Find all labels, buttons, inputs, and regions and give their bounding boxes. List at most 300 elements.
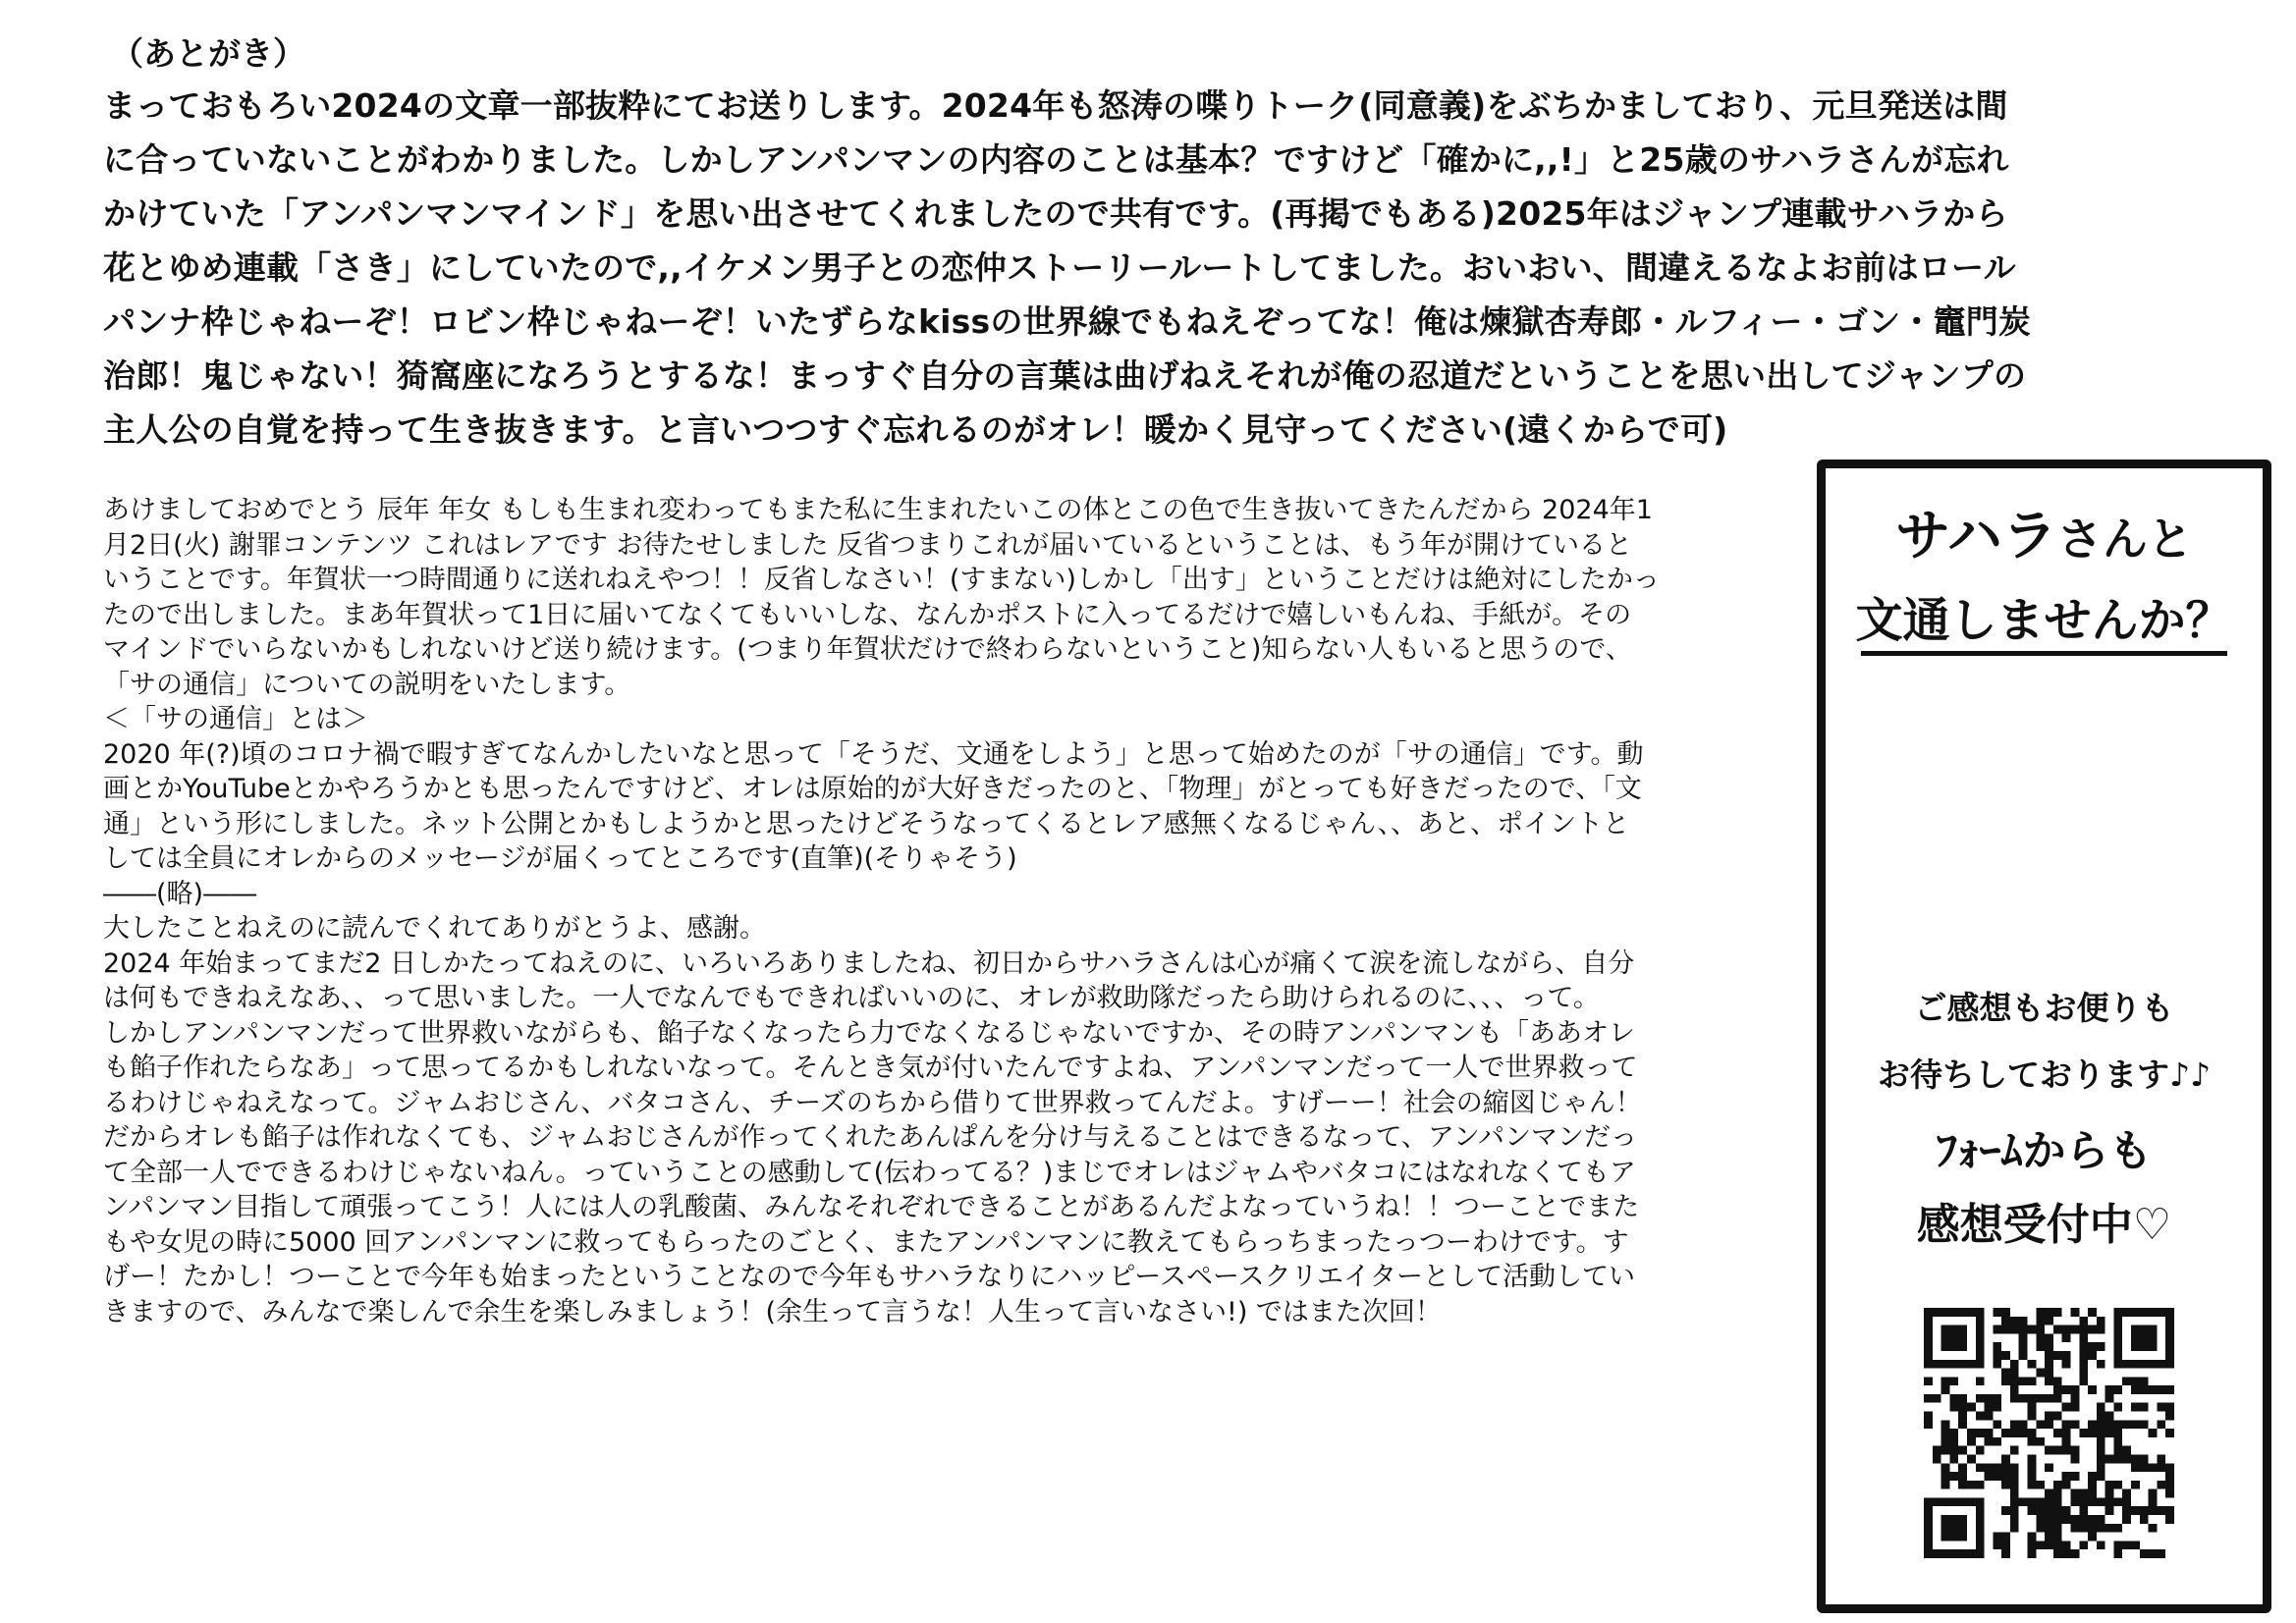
qr-module bbox=[1924, 1333, 1933, 1342]
qr-module bbox=[1949, 1454, 1958, 1463]
qr-module bbox=[2028, 1506, 2037, 1515]
qr-module bbox=[2010, 1317, 2019, 1325]
qr-module bbox=[2113, 1403, 2122, 1412]
qr-module bbox=[2165, 1342, 2174, 1351]
qr-module bbox=[2001, 1429, 2010, 1437]
qr-module bbox=[2105, 1524, 2114, 1533]
qr-module bbox=[2010, 1515, 2019, 1524]
qr-module bbox=[2036, 1481, 2045, 1489]
qr-module bbox=[2149, 1524, 2158, 1533]
qr-module bbox=[2122, 1515, 2131, 1524]
qr-module bbox=[2010, 1463, 2019, 1472]
qr-module bbox=[2131, 1481, 2140, 1489]
body-line: しかしアンパンマンだって世界救いながらも、餡子なくなったら力でなくなるじゃないですか、その時アンパンマンも「ああオレ bbox=[103, 1017, 1636, 1049]
body-line: 月2日(火) 謝罪コンテンツ これはレアです お待たせしました 反省つまりこれが届いているということは、もう年が開けていると bbox=[103, 529, 1633, 561]
qr-module bbox=[2140, 1360, 2149, 1369]
qr-module bbox=[1933, 1497, 1941, 1506]
section-heading: ＜「サの通信」とは＞ bbox=[103, 704, 368, 734]
qr-module bbox=[1985, 1463, 1994, 1472]
qr-module bbox=[2088, 1308, 2097, 1317]
qr-module bbox=[1976, 1446, 1985, 1455]
qr-module bbox=[2062, 1351, 2071, 1360]
qr-module bbox=[2165, 1351, 2174, 1360]
qr-module bbox=[1993, 1394, 2001, 1403]
qr-module bbox=[1976, 1317, 1985, 1325]
qr-module bbox=[2079, 1541, 2088, 1549]
qr-module bbox=[2088, 1533, 2097, 1542]
qr-module bbox=[2140, 1342, 2149, 1351]
qr-module bbox=[2079, 1489, 2088, 1498]
qr-module bbox=[2079, 1524, 2088, 1533]
title-underline bbox=[1861, 651, 2227, 656]
qr-module bbox=[2157, 1420, 2165, 1429]
qr-module bbox=[2019, 1317, 2028, 1325]
qr-module bbox=[2019, 1497, 2028, 1506]
qr-module bbox=[1949, 1342, 1958, 1351]
qr-module bbox=[2140, 1454, 2149, 1463]
qr-module bbox=[1924, 1506, 1933, 1515]
qr-module bbox=[1941, 1446, 1950, 1455]
qr-module bbox=[2010, 1489, 2019, 1498]
qr-module bbox=[1941, 1420, 1950, 1429]
qr-module bbox=[2028, 1541, 2037, 1549]
qr-module bbox=[2113, 1308, 2122, 1317]
qr-module bbox=[2105, 1420, 2114, 1429]
qr-module bbox=[2131, 1342, 2140, 1351]
qr-module bbox=[1958, 1325, 1967, 1334]
qr-module bbox=[2079, 1429, 2088, 1437]
qr-module bbox=[2157, 1385, 2165, 1394]
qr-module bbox=[2028, 1360, 2037, 1369]
qr-module bbox=[2045, 1351, 2053, 1360]
qr-module bbox=[1976, 1506, 1985, 1515]
qr-module bbox=[1949, 1533, 1958, 1542]
qr-module bbox=[1924, 1377, 1933, 1385]
qr-module bbox=[1993, 1308, 2001, 1317]
qr-module bbox=[1949, 1325, 1958, 1334]
qr-module bbox=[2079, 1325, 2088, 1334]
qr-module bbox=[2149, 1463, 2158, 1472]
qr-module bbox=[1958, 1549, 1967, 1558]
qr-module bbox=[2113, 1446, 2122, 1455]
qr-module bbox=[2113, 1497, 2122, 1506]
qr-module bbox=[2122, 1541, 2131, 1549]
qr-module bbox=[2028, 1403, 2037, 1412]
qr-module bbox=[2165, 1333, 2174, 1342]
qr-module bbox=[2045, 1533, 2053, 1542]
qr-module bbox=[2113, 1385, 2122, 1394]
qr-module bbox=[2097, 1317, 2105, 1325]
qr-module bbox=[2010, 1481, 2019, 1489]
qr-module bbox=[2010, 1446, 2019, 1455]
qr-module bbox=[2131, 1308, 2140, 1317]
qr-module bbox=[1941, 1360, 1950, 1369]
qr-module bbox=[2088, 1385, 2097, 1394]
afterword-line: まっておもろい2024の文章一部抜粋にてお送りします。2024年も怒涛の喋りトーク(同意義)をぶちかましており、元旦発送は間 bbox=[103, 86, 2008, 125]
qr-module bbox=[2062, 1385, 2071, 1394]
qr-module bbox=[2062, 1541, 2071, 1549]
qr-module bbox=[1993, 1541, 2001, 1549]
qr-module bbox=[2113, 1541, 2122, 1549]
qr-module bbox=[2122, 1446, 2131, 1455]
qr-module bbox=[1967, 1360, 1976, 1369]
invite-title-line1 bbox=[1826, 488, 2263, 588]
qr-module bbox=[1933, 1549, 1941, 1558]
qr-module bbox=[2165, 1317, 2174, 1325]
qr-module bbox=[2045, 1333, 2053, 1342]
qr-module bbox=[2113, 1429, 2122, 1437]
qr-module bbox=[1933, 1360, 1941, 1369]
qr-module bbox=[2140, 1506, 2149, 1515]
qr-module bbox=[2097, 1497, 2105, 1506]
qr-module bbox=[1933, 1454, 1941, 1463]
qr-module bbox=[2028, 1394, 2037, 1403]
qr-module bbox=[1976, 1549, 1985, 1558]
qr-module bbox=[2053, 1308, 2062, 1317]
qr-module bbox=[2140, 1377, 2149, 1385]
qr-module bbox=[2113, 1549, 2122, 1558]
qr-module bbox=[2140, 1333, 2149, 1342]
qr-module bbox=[2053, 1377, 2062, 1385]
body-line: 2024 年始まってまだ2 日しかたってねえのに、いろいろありましたね、初日からサハラさんは心が痛くて涙を流しながら、自分 bbox=[103, 947, 1635, 979]
qr-module bbox=[2036, 1497, 2045, 1506]
qr-module bbox=[2105, 1506, 2114, 1515]
qr-module bbox=[1993, 1360, 2001, 1369]
qr-module bbox=[1958, 1463, 1967, 1472]
qr-module bbox=[2140, 1515, 2149, 1524]
qr-module bbox=[2062, 1472, 2071, 1481]
qr-module bbox=[2045, 1463, 2053, 1472]
qr-module bbox=[1941, 1308, 1950, 1317]
qr-module bbox=[1941, 1325, 1950, 1334]
qr-module bbox=[2157, 1506, 2165, 1515]
qr-module bbox=[2001, 1463, 2010, 1472]
qr-module bbox=[2070, 1515, 2079, 1524]
qr-module bbox=[2105, 1481, 2114, 1489]
qr-module bbox=[2113, 1360, 2122, 1369]
qr-module bbox=[2088, 1325, 2097, 1334]
qr-module bbox=[2045, 1360, 2053, 1369]
qr-module bbox=[2149, 1325, 2158, 1334]
qr-module bbox=[2019, 1394, 2028, 1403]
qr-module bbox=[2122, 1489, 2131, 1498]
qr-module bbox=[1958, 1333, 1967, 1342]
qr-module bbox=[2053, 1515, 2062, 1524]
qr-module bbox=[2165, 1325, 2174, 1334]
qr-module bbox=[2062, 1403, 2071, 1412]
qr-module bbox=[2149, 1549, 2158, 1558]
qr-module bbox=[2036, 1317, 2045, 1325]
qr-module bbox=[1967, 1549, 1976, 1558]
afterword-line: 治郎！鬼じゃない！猗窩座になろうとするな！まっすぐ自分の言葉は曲げねえそれが俺の忍道だということを思い出してジャンプの bbox=[103, 356, 2027, 395]
qr-module bbox=[2053, 1325, 2062, 1334]
qr-module bbox=[1958, 1342, 1967, 1351]
qr-module bbox=[2001, 1454, 2010, 1463]
qr-module bbox=[2165, 1385, 2174, 1394]
qr-module bbox=[2140, 1403, 2149, 1412]
qr-module bbox=[2053, 1533, 2062, 1542]
qr-module bbox=[2053, 1506, 2062, 1515]
qr-module bbox=[2062, 1333, 2071, 1342]
qr-module bbox=[2053, 1481, 2062, 1489]
qr-module bbox=[1993, 1463, 2001, 1472]
body-line: 「サの通信」についての説明をいたします。 bbox=[103, 669, 631, 700]
qr-module bbox=[2010, 1420, 2019, 1429]
qr-module bbox=[1993, 1420, 2001, 1429]
qr-module bbox=[2036, 1369, 2045, 1378]
qr-module bbox=[1949, 1333, 1958, 1342]
qr-code-icon[interactable] bbox=[1924, 1308, 2174, 1558]
qr-module bbox=[1985, 1472, 1994, 1481]
qr-module bbox=[2097, 1524, 2105, 1533]
qr-module bbox=[2165, 1308, 2174, 1317]
qr-module bbox=[1976, 1360, 1985, 1369]
qr-module bbox=[2113, 1437, 2122, 1446]
qr-module bbox=[1976, 1333, 1985, 1342]
qr-module bbox=[1958, 1446, 1967, 1455]
qr-module bbox=[2165, 1506, 2174, 1515]
qr-module bbox=[2028, 1377, 2037, 1385]
qr-module bbox=[1967, 1481, 1976, 1489]
qr-module bbox=[1958, 1412, 1967, 1421]
qr-module bbox=[1933, 1394, 1941, 1403]
qr-module bbox=[1949, 1497, 1958, 1506]
qr-module bbox=[1976, 1541, 1985, 1549]
qr-module bbox=[1958, 1394, 1967, 1403]
body-line: いうことです。年賀状一つ時間通りに送れねえやつ！！反省しなさい！(すまない)しかし「出す」ということだけは絶対にしたかっ bbox=[103, 565, 1660, 595]
qr-module bbox=[2070, 1385, 2079, 1394]
qr-module bbox=[2097, 1437, 2105, 1446]
qr-module bbox=[2131, 1420, 2140, 1429]
afterword-line: に合っていないことがわかりました。しかしアンパンマンの内容のことは基本？ですけど「確かに,,!」と25歳のサハラさんが忘れ bbox=[103, 140, 2009, 179]
qr-module bbox=[2001, 1533, 2010, 1542]
qr-module bbox=[2097, 1342, 2105, 1351]
qr-module bbox=[2062, 1549, 2071, 1558]
qr-module bbox=[2028, 1549, 2037, 1558]
afterword-section bbox=[103, 29, 2214, 457]
qr-module bbox=[2019, 1377, 2028, 1385]
qr-module bbox=[2053, 1489, 2062, 1498]
qr-module bbox=[1924, 1524, 1933, 1533]
qr-module bbox=[2140, 1325, 2149, 1334]
qr-module bbox=[2001, 1541, 2010, 1549]
qr-module bbox=[1967, 1403, 1976, 1412]
qr-module bbox=[1941, 1342, 1950, 1351]
qr-module bbox=[2028, 1454, 2037, 1463]
qr-module bbox=[2001, 1549, 2010, 1558]
qr-module bbox=[2010, 1325, 2019, 1334]
qr-module bbox=[1993, 1342, 2001, 1351]
qr-module bbox=[2157, 1403, 2165, 1412]
qr-module bbox=[1949, 1429, 1958, 1437]
qr-module bbox=[2131, 1325, 2140, 1334]
qr-module bbox=[1924, 1360, 1933, 1369]
qr-module bbox=[2070, 1472, 2079, 1481]
qr-module bbox=[2045, 1420, 2053, 1429]
qr-module bbox=[1924, 1412, 1933, 1421]
qr-module bbox=[2113, 1325, 2122, 1334]
qr-module bbox=[2097, 1446, 2105, 1455]
afterword-line: 主人公の自覚を持って生き抜きます。と言いつつすぐ忘れるのがオレ！暖かく見守ってください(遠くからで可) bbox=[103, 410, 1728, 449]
qr-module bbox=[2097, 1325, 2105, 1334]
qr-module bbox=[2079, 1497, 2088, 1506]
qr-module bbox=[2113, 1342, 2122, 1351]
qr-module bbox=[1941, 1472, 1950, 1481]
qr-module bbox=[2019, 1351, 2028, 1360]
qr-module bbox=[2001, 1308, 2010, 1317]
qr-module bbox=[2149, 1342, 2158, 1351]
qr-module bbox=[1976, 1429, 1985, 1437]
qr-module bbox=[2010, 1360, 2019, 1369]
qr-module bbox=[2053, 1385, 2062, 1394]
qr-module bbox=[2140, 1385, 2149, 1394]
qr-module bbox=[2010, 1506, 2019, 1515]
qr-module bbox=[1993, 1437, 2001, 1446]
body-line: て全部一人でできるわけじゃないねん。っていうことの感動して(伝わってる？)まじでオレはジャムやバタコにはなれなくてもア bbox=[103, 1157, 1636, 1188]
qr-module bbox=[1924, 1533, 1933, 1542]
qr-module bbox=[2028, 1472, 2037, 1481]
qr-module bbox=[2001, 1506, 2010, 1515]
qr-module bbox=[1958, 1497, 1967, 1506]
qr-module bbox=[2036, 1325, 2045, 1334]
body-line: も餡子作れたらなあ」って思ってるかもしれないなって。そんとき気が付いたんですよね、アンパンマンだって一人で世界救って bbox=[103, 1053, 1638, 1083]
qr-module bbox=[2113, 1317, 2122, 1325]
qr-module bbox=[2122, 1377, 2131, 1385]
qr-module bbox=[2053, 1351, 2062, 1360]
qr-module bbox=[1976, 1497, 1985, 1506]
qr-module bbox=[1958, 1308, 1967, 1317]
qr-module bbox=[1967, 1454, 1976, 1463]
qr-module bbox=[2097, 1541, 2105, 1549]
qr-module bbox=[2062, 1325, 2071, 1334]
qr-module bbox=[2105, 1497, 2114, 1506]
body-line: ンパンマン目指して頑張ってこう！人には人の乳酸菌、みんなそれぞれできることがあるんだよなっていうね！！つーことでまた bbox=[103, 1192, 1640, 1222]
form-message-line2: 感想受付中♡ bbox=[1916, 1200, 2172, 1250]
qr-module bbox=[2122, 1497, 2131, 1506]
qr-module bbox=[2070, 1420, 2079, 1429]
qr-module bbox=[2113, 1481, 2122, 1489]
qr-module bbox=[2045, 1377, 2053, 1385]
qr-module bbox=[1976, 1533, 1985, 1542]
qr-module bbox=[1967, 1437, 1976, 1446]
qr-module bbox=[2079, 1360, 2088, 1369]
invite-title-name: サハラ bbox=[1895, 505, 2057, 568]
qr-module bbox=[2140, 1463, 2149, 1472]
qr-module bbox=[2010, 1369, 2019, 1378]
qr-module bbox=[2122, 1308, 2131, 1317]
qr-module bbox=[2019, 1429, 2028, 1437]
qr-module bbox=[2097, 1463, 2105, 1472]
qr-module bbox=[2122, 1360, 2131, 1369]
qr-module bbox=[1924, 1351, 1933, 1360]
qr-module bbox=[2097, 1360, 2105, 1369]
qr-module bbox=[1949, 1446, 1958, 1455]
qr-module bbox=[2097, 1420, 2105, 1429]
qr-module bbox=[1941, 1533, 1950, 1542]
qr-module bbox=[2157, 1454, 2165, 1463]
qr-module bbox=[2070, 1549, 2079, 1558]
qr-module bbox=[1976, 1524, 1985, 1533]
qr-module bbox=[2097, 1403, 2105, 1412]
qr-module bbox=[2131, 1403, 2140, 1412]
qr-module bbox=[1958, 1533, 1967, 1542]
qr-module bbox=[1985, 1429, 1994, 1437]
qr-module bbox=[2079, 1351, 2088, 1360]
qr-module bbox=[2036, 1342, 2045, 1351]
qr-module bbox=[2053, 1541, 2062, 1549]
qr-module bbox=[2088, 1429, 2097, 1437]
qr-module bbox=[2062, 1506, 2071, 1515]
qr-module bbox=[1976, 1481, 1985, 1489]
qr-module bbox=[2010, 1377, 2019, 1385]
qr-module bbox=[2001, 1317, 2010, 1325]
qr-module bbox=[2019, 1333, 2028, 1342]
afterword-heading: （あとがき） bbox=[111, 34, 305, 73]
qr-module bbox=[2070, 1524, 2079, 1533]
qr-module bbox=[2028, 1437, 2037, 1446]
qr-module bbox=[1993, 1325, 2001, 1334]
qr-module bbox=[2157, 1463, 2165, 1472]
qr-module bbox=[1949, 1394, 1958, 1403]
qr-module bbox=[2045, 1446, 2053, 1455]
qr-module bbox=[1941, 1524, 1950, 1533]
qr-module bbox=[1976, 1308, 1985, 1317]
qr-module bbox=[2140, 1549, 2149, 1558]
qr-module bbox=[2079, 1369, 2088, 1378]
qr-module bbox=[2105, 1385, 2114, 1394]
qr-module bbox=[2105, 1412, 2114, 1421]
qr-module bbox=[2045, 1412, 2053, 1421]
qr-module bbox=[1933, 1308, 1941, 1317]
qr-module bbox=[2088, 1351, 2097, 1360]
qr-module bbox=[2036, 1524, 2045, 1533]
qr-module bbox=[1976, 1463, 1985, 1472]
qr-module bbox=[2149, 1429, 2158, 1437]
qr-module bbox=[2140, 1308, 2149, 1317]
qr-module bbox=[1933, 1446, 1941, 1455]
qr-module bbox=[1993, 1351, 2001, 1360]
qr-module bbox=[2131, 1541, 2140, 1549]
qr-module bbox=[2097, 1472, 2105, 1481]
qr-module bbox=[2045, 1524, 2053, 1533]
qr-module bbox=[1949, 1515, 1958, 1524]
body-line: もや女児の時に5000 回アンパンマンに救ってもらったのごとく、またアンパンマンに教えてもらっちまったっつーわけです。す bbox=[103, 1226, 1629, 1258]
qr-code-graphic bbox=[1924, 1308, 2174, 1558]
qr-module bbox=[2053, 1429, 2062, 1437]
qr-module bbox=[2149, 1333, 2158, 1342]
qr-module bbox=[2062, 1515, 2071, 1524]
qr-module bbox=[2070, 1497, 2079, 1506]
qr-module bbox=[2157, 1360, 2165, 1369]
qr-module bbox=[2165, 1481, 2174, 1489]
qr-module bbox=[2036, 1541, 2045, 1549]
qr-module bbox=[1976, 1515, 1985, 1524]
invite-message-line1: ご感想もお便りも bbox=[1914, 989, 2174, 1027]
qr-module bbox=[2149, 1308, 2158, 1317]
qr-module bbox=[2053, 1412, 2062, 1421]
qr-module bbox=[2088, 1481, 2097, 1489]
letter-body bbox=[103, 493, 1773, 1329]
qr-module bbox=[2088, 1515, 2097, 1524]
qr-module bbox=[2149, 1506, 2158, 1515]
qr-module bbox=[2045, 1497, 2053, 1506]
afterword-line: 花とゆめ連載「さき」にしていたので,,イケメン男子との恋仲ストーリールートしてました。おいおい、間違えるなよお前はロール bbox=[103, 248, 2016, 287]
qr-module bbox=[2028, 1497, 2037, 1506]
qr-module bbox=[1941, 1437, 1950, 1446]
qr-module bbox=[1967, 1308, 1976, 1317]
body-line: あけましておめでとう 辰年 年女 もしも生まれ変わってもまた私に生まれたいこの体とこの色で生き抜いてきたんだから 2024年1 bbox=[103, 495, 1653, 525]
qr-module bbox=[1924, 1420, 1933, 1429]
